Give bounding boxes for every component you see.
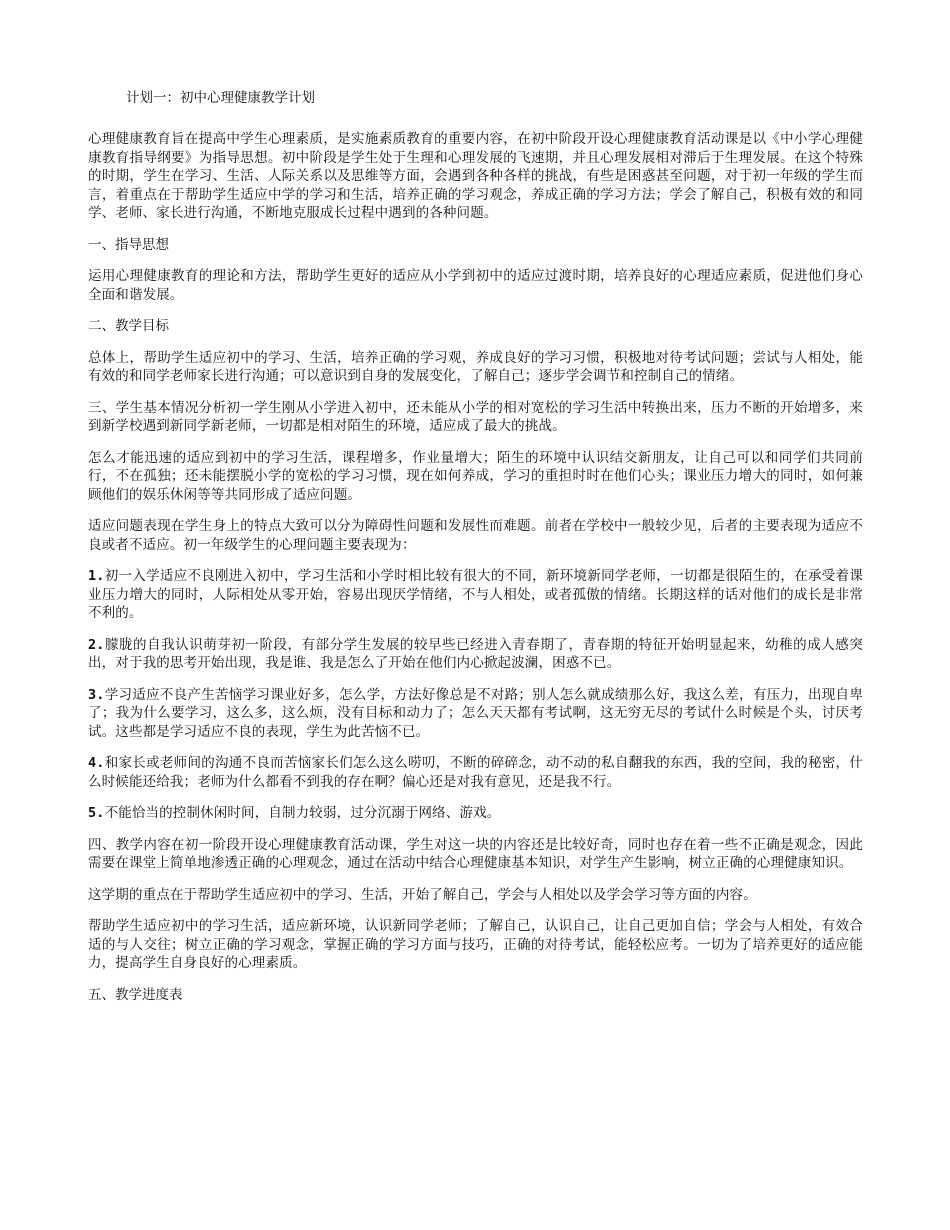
list-item-number: 1. — [88, 568, 105, 584]
document-title: 计划一：初中心理健康教学计划 — [126, 90, 315, 106]
teaching-goals-paragraph: 总体上，帮助学生适应初中的学习、生活，培养正确的学习观，养成良好的学习习惯，积极地对待考试问题；尝试与人相处，能有效的和同学老师家长进行沟通；可以意识到自身的发展变化，了解自己；逐步学会调节和控制自己的情绪。 — [88, 349, 863, 384]
document-page — [88, 88, 863, 1017]
list-item — [88, 686, 863, 742]
list-item — [88, 804, 863, 823]
list-item-text: 初一入学适应不良刚进入初中，学习生活和小学时相比较有很大的不同，新环境新同学老师，一切都是很陌生的，在承受着课业压力增大的同时，人际相处从零开始，容易出现厌学情绪，不与人相处，或者孤傲的情绪。长期这样的话对他们的成长是非常不利的。 — [88, 568, 863, 621]
teaching-content-paragraph: 四、教学内容在初一阶段开设心理健康教育活动课，学生对这一块的内容还是比较好奇，同时也存在着一些不正确是观念，因此需要在课堂上简单地渗透正确的心理观念，通过在活动中结合心理健康基本知识，对学生产生影响，树立正确的心理健康知识。 — [88, 836, 863, 871]
list-item — [88, 567, 863, 623]
list-item-number: 2. — [88, 636, 105, 653]
list-item-number: 4. — [88, 755, 105, 771]
student-analysis-paragraph: 三、学生基本情况分析初一学生刚从小学进入初中，还未能从小学的相对宽松的学习生活中转换出来，压力不断的开始增多，来到新学校遇到新同学新老师，一切都是相对陌生的环境，适应成了最大的挑战。 — [88, 399, 863, 434]
list-item — [88, 636, 863, 673]
section-heading-guiding-ideas: 一、指导思想 — [88, 236, 169, 253]
list-item-text: 学习适应不良产生苦恼学习课业好多，怎么学，方法好像总是不对路；别人怎么就成绩那么好，我这么差，有压力，出现自卑了；我为什么要学习，这么多，这么烦，没有目标和动力了；怎么天天都有考试啊，这无穷无尽的考试什么时候是个头，讨厌考试。这些都是学习适应不良的表现，学生为此苦恼不已。 — [88, 686, 863, 740]
list-item-text: 朦胧的自我认识萌芽初一阶段，有部分学生发展的较早些已经进入青春期了，青春期的特征开始明显起来，幼稚的成人感突出，对于我的思考开始出现，我是谁、我是怎么了开始在他们内心掀起波澜，困惑不已。 — [88, 636, 863, 671]
intro-paragraph: 心理健康教育旨在提高中学生心理素质，是实施素质教育的重要内容，在初中阶段开设心理健康教育活动课是以《中小学心理健康教育指导纲要》为指导思想。初中阶段是学生处于生理和心理发展的飞速期，并且心理发展相对滞后于生理发展。在这个特殊的时期，学生在学习、生活、人际关系以及思维等方面，会遇到各种各样的挑战，有些是困惑甚至问题，对于初一年级的学生而言，着重点在于帮助学生适应中学的学习和生活，培养正确的学习观念，养成正确的学习方法；学会了解自己，积极有效的和同学、老师、家长进行沟通，不断地克服成长过程中遇到的各种问题。 — [88, 131, 863, 221]
list-item-number: 3. — [88, 686, 105, 703]
list-item-text: 和家长或老师间的沟通不良而苦恼家长们怎么这么唠叨，不断的碎碎念，动不动的私自翻我的东西，我的空间，我的秘密，什么时候能还给我；老师为什么都看不到我的存在啊？偏心还是对我有意见，还是我不行。 — [88, 755, 863, 790]
guiding-ideas-paragraph: 运用心理健康教育的理论和方法，帮助学生更好的适应从小学到初中的适应过渡时期，培养良好的心理适应素质，促进他们身心全面和谐发展。 — [88, 268, 863, 303]
list-item — [88, 754, 863, 791]
semester-focus-paragraph: 这学期的重点在于帮助学生适应初中的学习、生活，开始了解自己，学会与人相处以及学会学习等方面的内容。 — [88, 886, 757, 903]
list-item-number: 5. — [88, 805, 105, 821]
section-heading-teaching-goals: 二、教学目标 — [88, 318, 169, 334]
section-heading-schedule: 五、教学进度表 — [88, 986, 183, 1003]
adaptation-problems-paragraph: 适应问题表现在学生身上的特点大致可以分为障碍性问题和发展性而难题。前者在学校中一般较少见，后者的主要表现为适应不良或者不适应。初一年级学生的心理问题主要表现为： — [88, 518, 863, 553]
help-students-paragraph: 帮助学生适应初中的学习生活，适应新环境，认识新同学老师；了解自己，认识自己，让自己更加自信；学会与人相处，有效合适的与人交往；树立正确的学习观念，掌握正确的学习方面与技巧，正确的对待考试，能轻松应考。一切为了培养更好的适应能力，提高学生自身良好的心理素质。 — [88, 918, 863, 971]
list-item-text: 不能恰当的控制休闲时间，自制力较弱，过分沉溺于网络、游戏。 — [104, 805, 501, 821]
adaptation-paragraph: 怎么才能迅速的适应到初中的学习生活，课程增多，作业量增大；陌生的环境中认识结交新朋友，让自己可以和同学们共同前行，不在孤独；还未能摆脱小学的宽松的学习习惯，现在如何养成，学习的重担时时在他们心头；课业压力增大的同时，如何兼顾他们的娱乐休闲等等共同形成了适应问题。 — [88, 449, 863, 503]
